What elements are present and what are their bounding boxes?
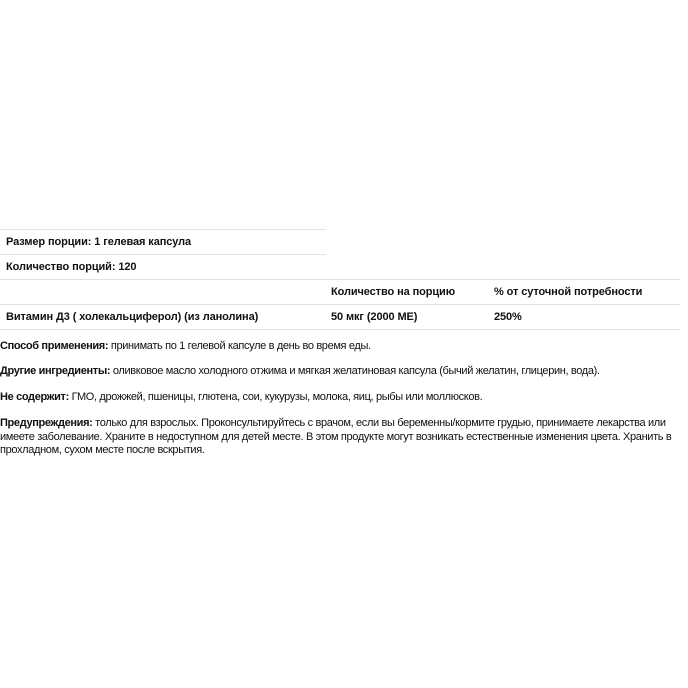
ingredient-daily-value: 250% — [494, 311, 522, 323]
ingredient-name: Витамин Д3 ( холекальциферол) (из ланолина) — [6, 311, 259, 323]
header-daily-value: % от суточной потребности — [494, 286, 643, 298]
usage-note — [0, 340, 371, 354]
other-ingredients-note — [0, 365, 600, 379]
does-not-contain-note — [0, 391, 482, 405]
other-ingredients-text: оливковое масло холодного отжима и мягкая желатиновая капсула (бычий желатин, глицерин, вода). — [110, 365, 600, 377]
table-row — [0, 304, 680, 330]
does-not-contain-label: Не содержит: — [0, 391, 69, 403]
usage-label: Способ применения: — [0, 340, 109, 352]
other-ingredients-label: Другие ингредиенты: — [0, 365, 111, 377]
warnings-text: только для взрослых. Проконсультируйтесь с врачом, если вы беременны/кормите грудью, принимаете лекарства или имеете заболевание. Храните в недоступном для детей месте. В этом продукте могут возникать естественные изменения цвета. Хранить в прохладном, сухом месте после вскрытия. — [0, 417, 672, 456]
warnings-label: Предупреждения: — [0, 417, 93, 429]
serving-size-row — [0, 229, 326, 254]
supplement-facts-table — [0, 229, 680, 330]
servings-per-container-row — [0, 254, 326, 279]
servings-per-container: Количество порций: 120 — [6, 261, 137, 273]
does-not-contain-text: ГМО, дрожжей, пшеницы, глютена, сои, кукурузы, молока, яиц, рыбы или моллюсков. — [68, 391, 483, 403]
ingredient-amount: 50 мкг (2000 МЕ) — [331, 311, 418, 323]
usage-text: принимать по 1 гелевой капсуле в день во время еды. — [108, 340, 371, 352]
table-header-row — [0, 279, 680, 304]
warnings-note — [0, 417, 684, 458]
header-amount-per-serving: Количество на порцию — [331, 286, 455, 298]
serving-size: Размер порции: 1 гелевая капсула — [6, 236, 192, 248]
